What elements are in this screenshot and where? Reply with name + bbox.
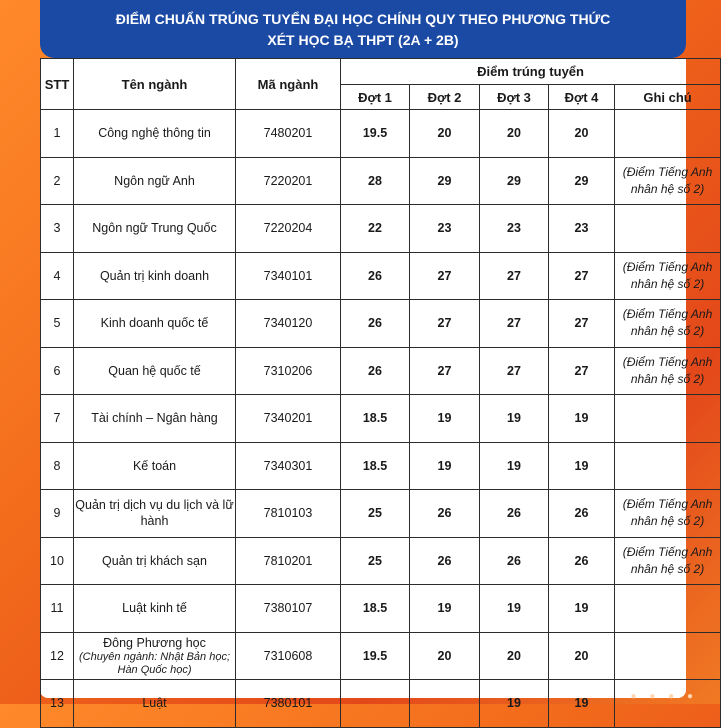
row-stt: 7 <box>41 395 74 443</box>
row-stt: 1 <box>41 110 74 158</box>
row-score-round-2: 19 <box>410 585 480 633</box>
row-code: 7310206 <box>236 347 341 395</box>
header-round-4: Đợt 4 <box>549 85 615 110</box>
row-name <box>74 347 236 395</box>
row-score-round-4: 26 <box>549 537 615 585</box>
header-round-2: Đợt 2 <box>410 85 480 110</box>
table-row <box>41 585 721 633</box>
row-name-text: Quản trị kinh doanh <box>99 268 210 283</box>
row-score-round-4: 23 <box>549 205 615 253</box>
row-score-round-1: 25 <box>341 490 410 538</box>
row-score-round-3: 23 <box>480 205 549 253</box>
title-line-2: XÉT HỌC BẠ THPT (2A + 2B) <box>267 32 459 48</box>
row-note: (Điểm Tiếng Anh nhân hệ số 2) <box>615 157 721 205</box>
row-name <box>74 442 236 490</box>
row-note: (Điểm Tiếng Anh nhân hệ số 2) <box>615 490 721 538</box>
row-name-text: Quản trị dịch vụ du lịch và lữ hành <box>75 498 234 529</box>
row-score-round-3: 26 <box>480 490 549 538</box>
row-score-round-2: 27 <box>410 300 480 348</box>
row-code: 7380101 <box>236 680 341 728</box>
row-score-round-2 <box>410 680 480 728</box>
header-stt: STT <box>41 59 74 110</box>
header-code: Mã ngành <box>236 59 341 110</box>
row-score-round-2: 26 <box>410 537 480 585</box>
row-stt: 5 <box>41 300 74 348</box>
row-score-round-3: 27 <box>480 347 549 395</box>
row-note <box>615 442 721 490</box>
row-note <box>615 680 721 728</box>
row-name-text: Tài chính – Ngân hàng <box>91 411 218 426</box>
row-score-round-3: 27 <box>480 300 549 348</box>
table-row <box>41 205 721 253</box>
table-row <box>41 110 721 158</box>
row-name <box>74 300 236 348</box>
header-round-3: Đợt 3 <box>480 85 549 110</box>
table-row <box>41 490 721 538</box>
row-stt: 2 <box>41 157 74 205</box>
row-code: 7340101 <box>236 252 341 300</box>
row-score-round-2: 26 <box>410 490 480 538</box>
row-score-round-1: 26 <box>341 252 410 300</box>
row-name <box>74 490 236 538</box>
row-score-round-4: 19 <box>549 395 615 443</box>
row-name <box>74 157 236 205</box>
row-stt: 6 <box>41 347 74 395</box>
row-code: 7340201 <box>236 395 341 443</box>
row-score-round-1 <box>341 680 410 728</box>
row-name-text: Kinh doanh quốc tế <box>100 316 209 331</box>
row-score-round-2: 20 <box>410 110 480 158</box>
row-score-round-4: 29 <box>549 157 615 205</box>
row-score-round-2: 23 <box>410 205 480 253</box>
row-score-round-3: 20 <box>480 110 549 158</box>
score-table <box>40 58 721 728</box>
row-stt: 9 <box>41 490 74 538</box>
row-note <box>615 585 721 633</box>
row-stt: 11 <box>41 585 74 633</box>
row-name-text: Ngôn ngữ Trung Quốc <box>92 221 217 236</box>
row-score-round-1: 19.5 <box>341 110 410 158</box>
table-row <box>41 252 721 300</box>
row-name <box>74 395 236 443</box>
table-row <box>41 442 721 490</box>
table-body <box>41 110 721 728</box>
row-score-round-1: 19.5 <box>341 632 410 680</box>
row-score-round-4: 27 <box>549 300 615 348</box>
row-name-text: Quan hệ quốc tế <box>108 363 201 378</box>
row-score-round-1: 26 <box>341 300 410 348</box>
row-score-round-1: 26 <box>341 347 410 395</box>
header-score-group: Điểm trúng tuyển <box>341 59 721 85</box>
row-name-text: Đông Phương học <box>103 635 206 650</box>
row-stt: 8 <box>41 442 74 490</box>
row-score-round-4: 20 <box>549 632 615 680</box>
row-name <box>74 252 236 300</box>
row-name-text: Quản trị khách sạn <box>102 553 207 568</box>
row-score-round-3: 19 <box>480 680 549 728</box>
row-score-round-1: 18.5 <box>341 442 410 490</box>
row-note: (Điểm Tiếng Anh nhân hệ số 2) <box>615 300 721 348</box>
row-note <box>615 395 721 443</box>
row-score-round-3: 19 <box>480 585 549 633</box>
row-score-round-2: 27 <box>410 252 480 300</box>
row-stt: 12 <box>41 632 74 680</box>
row-score-round-3: 20 <box>480 632 549 680</box>
row-score-round-4: 26 <box>549 490 615 538</box>
row-name-text: Luật <box>142 696 167 711</box>
row-score-round-1: 18.5 <box>341 395 410 443</box>
header-round-1: Đợt 1 <box>341 85 410 110</box>
row-score-round-4: 19 <box>549 442 615 490</box>
row-score-round-1: 18.5 <box>341 585 410 633</box>
row-score-round-4: 27 <box>549 252 615 300</box>
row-name-text: Luật kinh tế <box>122 601 187 616</box>
row-score-round-3: 19 <box>480 442 549 490</box>
row-name <box>74 680 236 728</box>
row-note: (Điểm Tiếng Anh nhân hệ số 2) <box>615 537 721 585</box>
row-code: 7220204 <box>236 205 341 253</box>
row-name <box>74 537 236 585</box>
row-stt: 4 <box>41 252 74 300</box>
table-row <box>41 157 721 205</box>
table-row <box>41 632 721 680</box>
row-score-round-2: 29 <box>410 157 480 205</box>
row-name-text: Công nghệ thông tin <box>98 126 211 141</box>
row-code: 7310608 <box>236 632 341 680</box>
row-score-round-3: 19 <box>480 395 549 443</box>
row-note: (Điểm Tiếng Anh nhân hệ số 2) <box>615 347 721 395</box>
row-name-text: Ngôn ngữ Anh <box>114 173 195 188</box>
table-row <box>41 300 721 348</box>
row-note: (Điểm Tiếng Anh nhân hệ số 2) <box>615 252 721 300</box>
row-code: 7810103 <box>236 490 341 538</box>
table-row <box>41 395 721 443</box>
row-note <box>615 632 721 680</box>
row-score-round-1: 22 <box>341 205 410 253</box>
row-score-round-4: 27 <box>549 347 615 395</box>
row-note <box>615 110 721 158</box>
row-name <box>74 632 236 680</box>
table-row <box>41 537 721 585</box>
decorative-dots: ● ● ● ● <box>630 691 698 702</box>
row-score-round-4: 19 <box>549 585 615 633</box>
row-score-round-4: 20 <box>549 110 615 158</box>
title-banner <box>40 0 686 58</box>
table-row <box>41 680 721 728</box>
row-name-sub: (Chuyên ngành: Nhật Bản học; Hàn Quốc học) <box>78 650 231 676</box>
row-score-round-3: 27 <box>480 252 549 300</box>
row-score-round-2: 19 <box>410 395 480 443</box>
row-name <box>74 205 236 253</box>
row-name-text: Kế toán <box>132 458 177 473</box>
row-score-round-4: 19 <box>549 680 615 728</box>
row-code: 7340120 <box>236 300 341 348</box>
row-stt: 13 <box>41 680 74 728</box>
table-row <box>41 347 721 395</box>
row-code: 7220201 <box>236 157 341 205</box>
row-score-round-2: 19 <box>410 442 480 490</box>
row-code: 7810201 <box>236 537 341 585</box>
row-score-round-3: 26 <box>480 537 549 585</box>
row-code: 7340301 <box>236 442 341 490</box>
row-name <box>74 110 236 158</box>
row-score-round-1: 28 <box>341 157 410 205</box>
header-name: Tên ngành <box>74 59 236 110</box>
row-score-round-2: 27 <box>410 347 480 395</box>
row-name <box>74 585 236 633</box>
row-score-round-3: 29 <box>480 157 549 205</box>
row-stt: 3 <box>41 205 74 253</box>
row-score-round-2: 20 <box>410 632 480 680</box>
row-stt: 10 <box>41 537 74 585</box>
row-code: 7380107 <box>236 585 341 633</box>
row-note <box>615 205 721 253</box>
score-table-card <box>40 58 713 711</box>
row-code: 7480201 <box>236 110 341 158</box>
row-score-round-1: 25 <box>341 537 410 585</box>
title-line-1: ĐIỂM CHUẨN TRÚNG TUYỂN ĐẠI HỌC CHÍNH QUY THEO PHƯƠNG THỨC <box>115 11 611 27</box>
header-note: Ghi chú <box>615 85 721 110</box>
